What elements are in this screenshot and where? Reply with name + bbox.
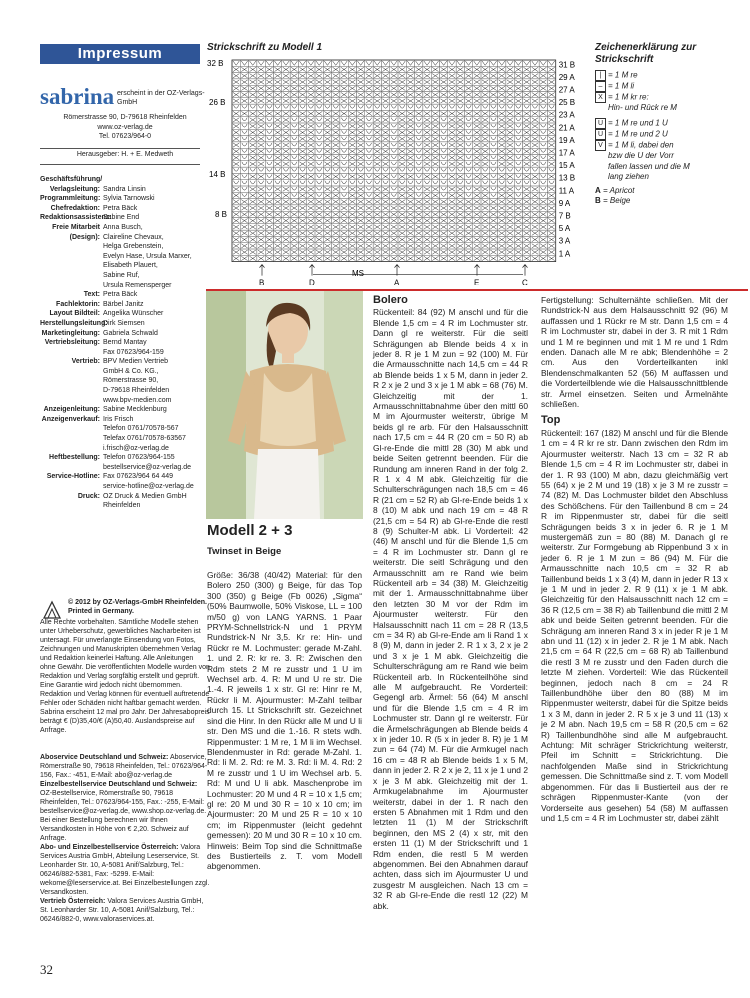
staff-row [40,319,210,329]
staff-row [40,213,210,223]
legend-item: X = 1 M kr re: [595,92,740,103]
staff-name: Anna Busch, [103,223,143,231]
row-label-right: 9 A [558,198,571,208]
address-line: www.oz-verlag.de [97,123,153,131]
staff-role: Herstellungsleitung: [40,319,108,327]
staff-role [40,386,103,396]
staff-row [40,415,210,425]
staff-row [40,376,210,386]
staff-role [40,424,103,434]
staff-row [40,223,210,233]
legend-title: Zeichenerklärung zur Strickschrift [595,42,697,65]
staff-role: Verlagsleitung: [49,185,100,193]
repeat-label: A [394,278,400,285]
staff-name: Rheinfelden [103,502,141,510]
publisher-emblem-icon [40,600,64,620]
staff-role: (Design): [69,233,100,241]
legend-color: B = Beige [595,196,631,206]
repeat-label: E [474,278,480,285]
legend-item: Hin- und Rück re M [608,103,677,113]
article-title: Modell 2 + 3 [207,522,293,539]
staff-name: Iris Frisch [103,415,134,423]
staff-role [40,348,103,358]
staff-name: Petra Bäck [103,291,138,299]
row-label-right: 7 B [558,211,571,221]
staff-row [40,338,210,348]
staff-name: Sandra Linsin [103,185,146,193]
model-photo [206,291,363,519]
staff-role [40,281,103,291]
staff-name: Angelika Wünscher [103,310,164,318]
legend-item: U = 1 M re und 1 U [595,118,740,129]
row-label-right: 1 A [558,249,571,259]
staff-list [40,175,210,511]
row-label-right: 17 A [558,148,575,158]
address-line: Römerstrasse 90, D-79618 Rheinfelden [63,114,187,121]
row-label-right: 19 A [558,135,575,145]
staff-name: OZ Druck & Medien GmbH [103,492,187,500]
staff-name: Fax 07623/964 64 449 [103,473,174,481]
staff-row [40,463,210,473]
herausgeber: Herausgeber: H. + E. Medweth [76,151,174,158]
staff-row [40,309,210,319]
copyright-head: © 2012 by OZ-Verlags-GmbH Rheinfelden. Printed in Germany. [68,599,207,615]
staff-role: Programmleitung: [40,195,101,203]
service-entry: Aboservice Deutschland und Schweiz: Aboservice, Römerstraße 90, 79618 Rheinfelden, Tel.: 07623/964-156, Fax.: -451, E-Mail: abo@oz-verlag.de [40,754,208,779]
row-label-right: 5 A [558,224,571,234]
staff-name: Elisabeth Plauert, [103,262,158,270]
staff-row [40,300,210,310]
staff-name: Dirk Siemsen [103,319,145,327]
repeat-arrow-icon [395,265,400,276]
staff-row [40,185,210,195]
staff-name: Sylvia Tarnowski [103,195,155,203]
staff-row [40,472,210,482]
row-label-left: 14 B [209,170,226,179]
staff-role [40,367,103,377]
staff-row [40,290,210,300]
staff-row [40,252,210,262]
staff-role: Text: [83,291,100,299]
staff-name: Telefon 0761/70578-567 [103,425,179,433]
copyright-block [40,598,210,735]
repeat-arrow-icon [260,265,265,276]
repeat-arrow-icon [475,265,480,276]
staff-row [40,348,210,358]
staff-row [40,482,210,492]
page-number: 32 [40,962,53,977]
brand-logo: sabrina [40,84,115,109]
staff-row [40,367,210,377]
bolero-text: Rückenteil: 84 (92) M anschl und für die Blende 1,5 cm = 4 R im Lochmuster str. Dann gl re weiterstr. Für die seitl Schrägungen ab Blende beids 4 x in jeder 8. R je 1 M zun = 92 (100) M. Für die Armausschnitte nach 14,5 cm = 44 R ab Blende beids 1 x 5 M, dann in jeder 2. R 2 x je 2 und 3 x je 1 M abk = 68 (76) M. Gleichzeitig mit der 1. Armausschnittabnahme über den mittl 60 M im Ajourmuster weiterstr, übrige M beids gl re arb. Für den Halsausschnitt nach 17,5 cm = 44 R (20 cm = 50 R) ab Gl-re-Ende die mittl 28 (30) M abk und beide Seiten getrennt beenden. Für die Rundung am inneren Rand in der folg 2. R 1 x 4 M abk. Gleichzeitig für die Schulterschrägungen nach 18,5 cm = 46 R (21 cm = 52 R) ab Gl-re-Ende beids 1 x 8 (10) M abk und nach 19 cm = 48 R (21,5 cm = 54 R) ab Gl-re-Ende die restl 8 (9) Schulter-M abk. Li Vorderteil: 42 (46) M anschl und für die Blende 1,5 cm = 4 R im Lochmuster str. Dann gl re weiterstr. Die seitl Schrägung und den Armausschnitt am re Rand wie beim Rückenteil arb = 34 (38) M. Gleichzeitig mit der 1. Armausschnittabnahme über den letzten 30 M vor der Rdm im Ajourmuster weiterstr. Für den Halsausschnitt nach 11 cm = 28 R (13,5 cm = 34 R) ab Gl-re-Ende am li Rand 1 x 8 (9) M, dann in jeder 2. R 1 x 3, 2 x je 2 und 3 x je 1 M abk. Gleichzeitig die Schulterschrägung am re Rand wie beim Rückenteil arb. In Rückenteilhöhe sind alle M aufgebraucht. Re Vorderteil: Gegengl arb. Ärmel: 56 (64) M anschl und für die Blende 1,5 cm = 4 R im Lochmuster str. Dann gl re weiterstr. Für die Ärmelschrägungen ab Blende beids 4 x in jeder 10. R (5 x in jeder 8. R) je 1 M zun = 64 (74) M. Für die Armkugel nach 16 cm = 48 R ab Blende beids 1 x 5 M, dann in jeder 2. R 2 x je 2, 11 x je 1 und 2 x je 3 M abk. Gleichzeitig mit der 1. Armkugelabnahme im Ajourmuster weiterstr, dabei in der 1. R nach den ersten 5 Abnahmen mit 1 Rdm und den letzten 11 (1) M der Strickschrift beginnen, den MS 2 (4) x str, mit den ersten 11 (1) M der Strickschrift und 1 Rdm enden, die restl 5 M werden abgenommen. Bei den Abnahmen darauf achten, dass sich im Ajourmuster U und zusgestr M ausgleichen. Nach 13 cm = 32 R ab Gl-re-Ende die restl 12 (22) M abk. [373,307,528,911]
staff-role [40,463,103,473]
section-heading-top: Top [541,414,561,427]
double-yarn-over-symbol-icon: U [595,129,606,140]
staff-name: BPV Medien Vertrieb [103,358,168,366]
service-block [40,753,210,924]
instructions-column-1: Größe: 36/38 (40/42) Material: für den Bolero 250 (300) g Beige, für das Top 300 (350) g Beige (Fb 0026) „Sigma“ (50% Baumwolle, 50% Viskose, LL = 100 m/50 g) von LANG YARNS. 1 Paar PRYM-Schnellstrick-N und 1 PRYM Rundstrick-N Nr 3,5. Kr re: Hin- und Rückr re M. Lochmuster: gerade M-Zahl. 1. und 2. R: kr re. 3. R: Zwischen den Rdm stets 2 M re zusstr und 1 U im Wechsel arb. 4. R: M und U re str. Die 1.-4. R jeweils 1 x str. Gl re: Hinr re M, Rückr li M. Ajourmuster: M-Zahl teilbar durch 15. Lt Strickschrift str. Gezeichnet sind die Hinr. In den Rückr alle M und U li str. Den MS und die 1.-16. R stets wdh. Rippenmuster: 1 M re, 1 M li im Wechsel. Blendenmuster in Rd: gerade M-Zahl. 1. Rd: li M. 2. Rd: re M. 3. Rd: li M. 4. Rd: 2 M re zusstr und 1 U im Wechsel arb. 5. Rd: M und U li abk. Maschenprobe im Lochmuster: 20 M und 4 R = 10 x 1,5 cm; gl re: 20 M und 30 R = 10 x 10 cm; im Ajourmuster: 20 M und 25 R = 10 x 10 cm; im Rippenmuster (leicht gedehnt gemessen): 20 M und 30 R = 10 x 10 cm. Hinweis: Beim Top sind die Schnittmaße des Bustierteils z. T. vom Modell abgenommen. [207,570,362,872]
staff-row [40,329,210,339]
legend-item: bzw die U der Vorr [608,151,674,161]
staff-name [103,175,210,185]
row-label-left: 32 B [207,59,224,68]
row-label-right: 15 A [558,161,575,171]
staff-role: Heftbestellung: [49,454,100,462]
staff-role [40,501,103,511]
ms-label: MS [352,269,364,278]
section-heading-bolero: Bolero [373,294,408,306]
staff-role [40,261,103,271]
twisted-knit-symbol-icon: X [595,92,606,103]
staff-row [40,434,210,444]
top-text: Rückenteil: 167 (182) M anschl und für die Blende 1 cm = 4 R kr re str. Dann zwischen den Rdm im Ajourmuster weiterstr. Nach 13 cm = 32 R ab Blende 1,5 cm = 4 R im Lochmuster str, dabei in der 1. R 93 (100) M abn, dazu gleichmäßig vert 55 (64) x je 2 M und 19 (18) x je 3 M re zusstr = 74 (82) M. Das Lochmuster bildet den Abschluss des Schößchens. Für den Taillenbund 8 cm = 24 R im Rippenmuster str, dabei für die seitl Schrägungen beids 3 x in jeder 6. R je 1 M mustergemäß zun = 80 (88) M. Danach gl re weiterstr. Zur Formgebung ab Rippenbund 3 x in jeder 6. R je 1 M zun = 86 (94) M. Für die Armausschnitte nach 10,5 cm = 32 R ab Taillenbund beids 1 x 3 (4) M, dann in jeder R 13 x je 1 M und in jeder 2. R 9 (11) x je 1 M abk. Gleichzeitig für den Halsausschnitt nach 12 cm = 36 R (12,5 cm = 38 R) ab Taillenbund die mittl 2 M abk und beide Seiten getrennt beenden. Für die Schrägung am inneren Rand 3 x in jeder R je 1 M abn und 11 (12) x in jeder 2. R je 1 M abk. Nach 21,5 cm = 64 R (22,5 cm = 68 R) ab Taillenbund die restl 3 M re zusstr und den Faden durch die letzte M ziehen. Vorderteil: Wie das Rückenteil beginnen, jedoch nach 8 cm = 24 R Taillenbundhöhe über den 80 (88) M im Rippenmuster weiterstr, dabei für die Spitze beids 1 x 3 M, dann in jeder 2. R 5 x je 3 und 11 (13) x je 2 M abn. Nach 19,5 cm = 58 R (20,5 cm = 62 R) Taillenbundhöhe sind alle M aufgebraucht. Achtung: Mit schräger Strickrichtung weiterstr, Pfeil im Schnitt = Strickrichtung. Die nachfolgenden Maße sind in Strickrichtung gemessen. Die Schnittmaße sind z. T. vom Modell abgenommen. Für das li Bustierteil aus der re schrägen Rippenmuster-Kante (von der Vorderseite aus gesehen) 54 (58) M auffassen und 1,5 cm = 4 R im Lochmuster str, dabei zählt [541,427,728,823]
staff-role [40,242,103,252]
row-label-right: 23 A [558,110,575,120]
staff-row [40,444,210,454]
legend-item: V = 1 M li, dabei den [595,140,740,151]
divider [40,148,200,149]
staff-name: Bärbel Janitz [103,300,144,308]
staff-row [40,453,210,463]
knitting-chart [207,55,592,285]
staff-role [40,252,103,262]
staff-name: Telefax 0761/70578-63567 [103,435,186,443]
legend-item: | = 1 M re [595,70,740,81]
row-label-right: 29 A [558,72,575,82]
staff-name: Petra Bäck [103,204,138,212]
row-label-right: 13 B [558,173,576,183]
repeat-label: B [259,278,265,285]
brand-subtitle: erscheint in der OZ-Verlags-GmbH [117,90,205,106]
staff-role: Anzeigenverkauf: [41,415,100,423]
staff-name: Claireline Chevaux, [103,233,164,241]
staff-role: Redaktionsassistenz: [40,214,112,222]
staff-row [40,194,210,204]
row-label-right: 11 A [558,186,575,196]
staff-name: Römerstrasse 90, [103,377,159,385]
staff-row [40,261,210,271]
staff-role [40,434,103,444]
row-label-right: 3 A [558,236,571,246]
row-label-right: 21 A [558,123,575,133]
staff-name: Fax 07623/964-159 [103,348,164,356]
staff-role: Layout Bildteil: [49,310,100,318]
staff-name: Sabine Mecklenburg [103,406,167,414]
address-line: Tel. 07623/964-0 [98,133,152,140]
instructions-column-2 [373,295,528,911]
staff-name: Evelyn Hase, Ursula Marxer, [103,252,192,260]
staff-row [40,281,210,291]
impressum-header: Impressum [40,44,200,64]
staff-role: Freie Mitarbeit [52,223,100,231]
chart-title: Strickschrift zu Modell 1 [207,42,323,53]
staff-role: Vertriebsleitung: [44,339,100,347]
legend-color: A = Apricot [595,185,635,195]
staff-name: i.frisch@oz-verlag.de [103,444,169,452]
staff-row [40,492,210,502]
staff-role: Marketingleitung: [41,329,100,337]
yarn-over-symbol-icon: U [595,118,606,129]
row-label-right: 31 B [558,60,576,70]
staff-row [40,242,210,252]
staff-role: Vertrieb: [71,358,100,366]
legend-item: fallen lassen und die M [608,161,690,171]
staff-name: Sabine Ruf, [103,271,140,279]
staff-row [40,386,210,396]
staff-name: service-hotline@oz-verlag.de [103,483,194,490]
staff-name: Helga Grebenstein, [103,243,164,251]
staff-name: GmbH & Co. KG., [103,367,159,375]
staff-role [40,376,103,386]
staff-role: Anzeigenleitung: [43,406,100,414]
repeat-arrow-icon [523,265,528,276]
staff-row [40,501,210,511]
staff-name: Sabine End [103,214,140,222]
publisher-address [40,113,210,142]
staff-name: www.bpv-medien.com [103,396,172,404]
staff-name: D-79618 Rheinfelden [103,387,170,395]
row-label-right: 27 A [558,85,575,95]
row-label-right: 25 B [558,98,576,108]
row-label-left: 26 B [209,98,226,107]
staff-row [40,405,210,415]
drop-stitch-symbol-icon: V [595,140,606,151]
row-label-left: 8 B [215,210,228,219]
legend-item: U = 1 M re und 2 U [595,129,740,140]
legend-item: – = 1 M li [595,81,740,92]
copyright-body: Alle Rechte vorbehalten. Sämtliche Modelle stehen unter Urheberschutz, gewerbliches Nacharbeiten ist untersagt. Für unverlangte Einsendung von Fotos, Zeichnungen und Manuskripten übernehmen Verlag und Redaktion keinerlei Haftung. Alle Anleitungen ohne Gewähr. Die veröffentlichten Modelle wurden von Redaktion und Verlag sorgfältig erstellt und geprüft. Eine Garantie wird jedoch nicht übernommen. Redaktion und Verlag können für eventuell auftretende Fehler oder Schäden nicht haftbar gemacht werden. Sabrina erscheint 12 mal pro Jahr. Der Jahresabopreis beträgt € (D)35,40/€ (A)50,40. Auslandspreise auf Anfrage. [40,619,210,734]
instructions-column-3 [541,295,728,823]
staff-name: Gabriela Schwald [103,329,158,337]
staff-role: Chefredaktion: [50,204,100,212]
article-subtitle: Twinset in Beige [207,546,282,557]
staff-role [40,482,103,492]
purl-symbol-icon: – [595,81,606,92]
staff-name: Bernd Mantay [103,339,147,347]
service-entry: Abo- und Einzelbestellservice Österreich: Valora Services Austria GmbH, Abteilung Leserservice, St. Leonharder Str. 10, A-5081 Anif/Salzburg, Tel.: 06246/882-5381, Fax: -5299. E-Mail: wekome@leserservice.at. Bei Einzelbestellungen zzgl. Versandkosten. [40,844,210,896]
divider [40,164,200,165]
repeat-label: C [522,278,528,285]
repeat-arrow-icon [310,265,315,276]
repeat-label: D [309,278,315,285]
staff-role: Druck: [77,492,100,500]
staff-role [40,271,103,281]
service-entry: Einzelbestellservice Deutschland und Schweiz: OZ-Bestellservice, Römerstraße 90, 79618 Rheinfelden, Tel.: 07623/964-155, Fax.: -255, E-Mail: bestellservice@oz-verlag.de, www.shop.oz-verlag.de. Bei einer Bestellung berechnen wir Ihnen Versandkosten in Höhe von € 2,20. Schweiz auf Anfrage. [40,781,207,842]
staff-role [40,396,103,406]
knit-symbol-icon: | [595,70,606,81]
service-entry: Vertrieb Österreich: Valora Services Austria GmbH, St. Leonharder Str. 10, A-5081 Anif/Salzburg, Tel.: 06246/882-0, www.valoraservices.at. [40,898,204,923]
staff-row [40,357,210,367]
chart-legend [595,70,740,207]
staff-name: Ursula Remensperger [103,281,172,289]
staff-row [40,396,210,406]
staff-row [40,233,210,243]
legend-item: lang ziehen [608,172,649,182]
staff-role: Geschäftsführung/ [40,176,103,183]
staff-name: bestellservice@oz-verlag.de [103,463,192,471]
staff-role: Service-Hotline: [46,473,100,481]
staff-row [40,424,210,434]
staff-row [40,204,210,214]
staff-name: Telefon 07623/964-155 [103,454,175,462]
staff-row [40,175,210,185]
staff-row [40,271,210,281]
finishing-text: Fertigstellung: Schulternähte schließen. Mit der Rundstrick-N aus dem Halsausschnitt 92 (96) M auffassen und 1 Rückr re M str. Dann 1,5 cm = 4 R im Lochmuster str, dabei in der 3. R mit 1 Rdm und 1 M re beginnen und mit 1 M re und 1 Rdm enden. Danach alle M re abk; Blendenhöhe = 2 cm. Aus den Vorderteilkanten inkl Blendenschmalkanten 52 (56) M auffassen und die Vorderteilblende wie die Halsausschnittblende str. Ärmel einsetzen. Seiten und Ärmelnähte schließen. [541,295,728,410]
staff-role [40,444,103,454]
staff-role: Fachlektorin: [56,300,100,308]
